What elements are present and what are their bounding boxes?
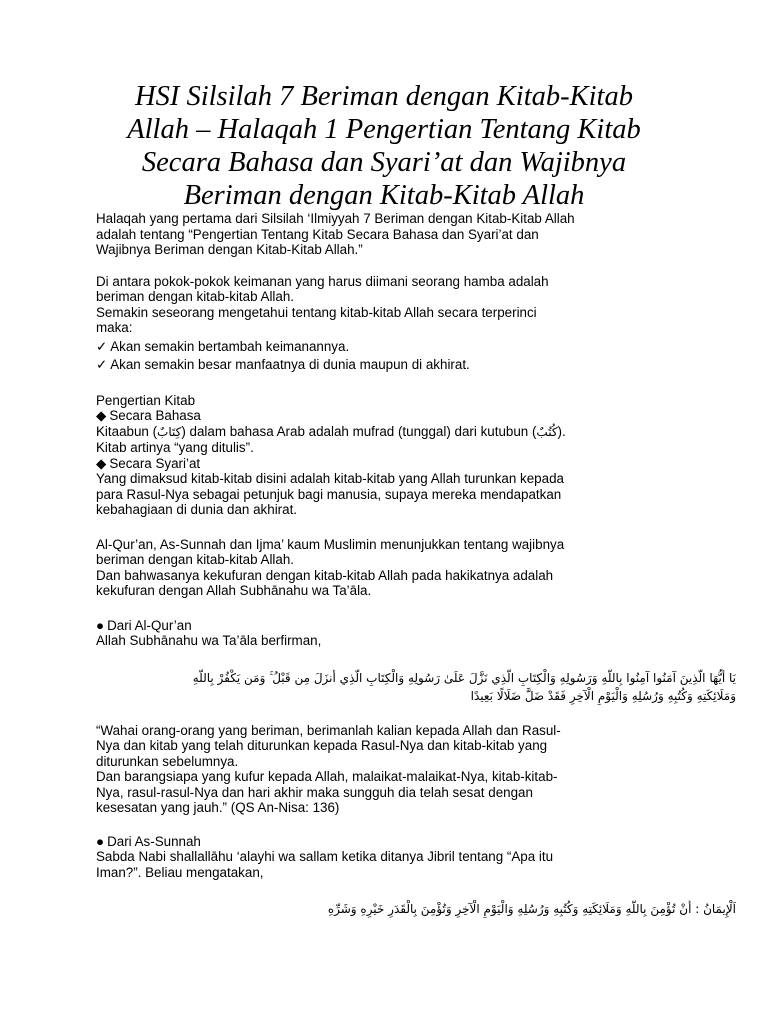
text-line: diturunkan sebelumnya. [96,753,239,769]
text-line: Nya dan kitab yang telah diturunkan kepada Rasul-Nya dan kitab-kitab yang [96,738,548,753]
sub-heading [96,456,736,472]
sub-heading [96,618,736,634]
document-title [40,80,728,212]
sub-heading [96,834,736,850]
text-line: maka: [96,320,133,335]
arabic-line: وَمَلَائِكَتِهِ وَكُتُبِهِ وَرُسُلِهِ وَالْيَوْمِ الْآخِرِ فَقَدْ ضَلَّ ضَلَالًا بَعِيدًا [470,688,736,703]
text-line [96,424,736,441]
text-line: beriman dengan kitab-kitab Allah. [96,552,295,567]
sub-heading-label: Dari As-Sunnah [107,833,201,849]
text-line: Al-Qur’an, As-Sunnah dan Ijma’ kaum Muslimin menunjukkan tentang wajibnya [96,536,565,552]
text-line: Di antara pokok-pokok keimanan yang harus diimani seorang hamba adalah [96,273,549,289]
title-line: Allah – Halaqah 1 Pengertian Tentang Kitab [127,114,641,145]
text-line: beriman dengan kitab-kitab Allah. [96,289,295,304]
text-line: Allah Subhānahu wa Ta’āla berfirman, [96,633,322,648]
text-line: kesesatan yang jauh.” (QS An-Nisa: 136) [96,800,340,815]
text-line: Nya, rasul-rasul-Nya dan hari akhir maka sungguh dia telah sesat dengan [96,784,533,800]
section-heading: Pengertian Kitab [96,392,196,408]
title-line: Beriman dengan Kitab-Kitab Allah [183,180,585,211]
check-item [96,357,736,373]
text-line: “Wahai orang-orang yang beriman, berimanlah kalian kepada Allah dan Rasul- [96,722,561,738]
arabic-line: يَا أَيُّهَا الَّذِينَ آمَنُوا آمِنُوا بِاللَّهِ وَرَسُولِهِ وَالْكِتَابِ الَّذِي نَزَّلَ عَلَىٰ رَسُولِهِ وَالْكِتَابِ الَّذِي أَنزَلَ مِن قَبْلُ ۚ وَمَن يَكْفُرْ بِاللَّهِ [192,670,736,685]
quran-translation [96,723,736,816]
title-line: Secara Bahasa dan Syari’at dan Wajibnya [141,147,627,178]
text-line: kekufuran dengan Allah Subhānahu wa Ta’āla. [96,583,372,598]
dot-bullet-icon: ● [96,833,105,849]
sunnah-section [96,834,736,919]
diamond-bullet-icon: ◆ [96,408,107,423]
check-item-label: Akan semakin besar manfaatnya di dunia maupun di akhirat. [110,357,470,372]
dalil-paragraph [96,537,736,599]
text-line: Iman?”. Beliau mengatakan, [96,864,264,880]
text-line: adalah tentang “Pengertian Tentang Kitab Secara Bahasa dan Syari’at dan [96,226,539,242]
check-item [96,339,736,355]
pokok-paragraph [96,274,736,373]
text-line: Halaqah yang pertama dari Silsilah ‘Ilmiyyah 7 Beriman dengan Kitab-Kitab Allah [96,211,575,226]
quran-section [96,618,736,816]
document-body [96,211,736,918]
text-line: Dan barangsiapa yang kufur kepada Allah, malaikat-malaikat-Nya, kitab-kitab- [96,769,558,784]
sub-heading-label: Secara Bahasa [109,408,201,423]
arabic-line: اَلْإِيمَانُ : أَنْ تُؤْمِنَ بِاللَّهِ وَمَلَائِكَتِهِ وَكُتُبِهِ وَرُسُلِهِ وَالْيَوْمِ الْآخِرِ وَتُؤْمِنَ بِالْقَدَرِ خَيْرِهِ وَشَرِّهِ [327,902,736,916]
dot-bullet-icon: ● [96,617,105,633]
sub-heading [96,408,736,424]
text-line: Yang dimaksud kitab-kitab disini adalah kitab-kitab yang Allah turunkan kepada [96,471,564,486]
title-line: HSI Silsilah 7 Beriman dengan Kitab-Kitab [135,81,633,112]
text-line: Semakin seseorang mengetahui tentang kitab-kitab Allah secara terperinci [96,304,537,320]
text-line: para Rasul-Nya sebagai petunjuk bagi manusia, supaya mereka mendapatkan [96,486,562,502]
text-line: kebahagiaan di dunia dan akhirat. [96,502,298,517]
arabic-word: كِتَابٌ [157,424,182,439]
arabic-word: كُتُبٌ [536,424,558,439]
text-line: Kitab artinya “yang ditulis”. [96,440,254,455]
text-line: Sabda Nabi shallallāhu ‘alayhi wa sallam ketika ditanya Jibril tentang “Apa itu [96,849,554,864]
text-line: Wajibnya Beriman dengan Kitab-Kitab Allah.” [96,242,363,257]
sub-heading-label: Secara Syari’at [109,455,201,471]
check-item-label: Akan semakin bertambah keimanannya. [110,338,350,354]
text-fragment: ). [557,423,566,439]
checkmark-icon: ✓ [96,357,108,372]
hadith-arabic [96,900,736,918]
pengertian-section [96,393,736,518]
diamond-bullet-icon: ◆ [96,455,107,471]
text-fragment: Kitaabun ( [96,423,158,439]
sub-heading-label: Dari Al-Qur’an [107,617,192,633]
checkmark-icon: ✓ [96,338,108,354]
text-fragment: ) dalam bahasa Arab adalah mufrad (tunggal) dari kutubun ( [181,423,537,439]
quran-arabic-verse [96,669,736,705]
text-line: Dan bahwasanya kekufuran dengan kitab-kitab Allah pada hakikatnya adalah [96,567,554,583]
intro-paragraph [96,211,736,258]
